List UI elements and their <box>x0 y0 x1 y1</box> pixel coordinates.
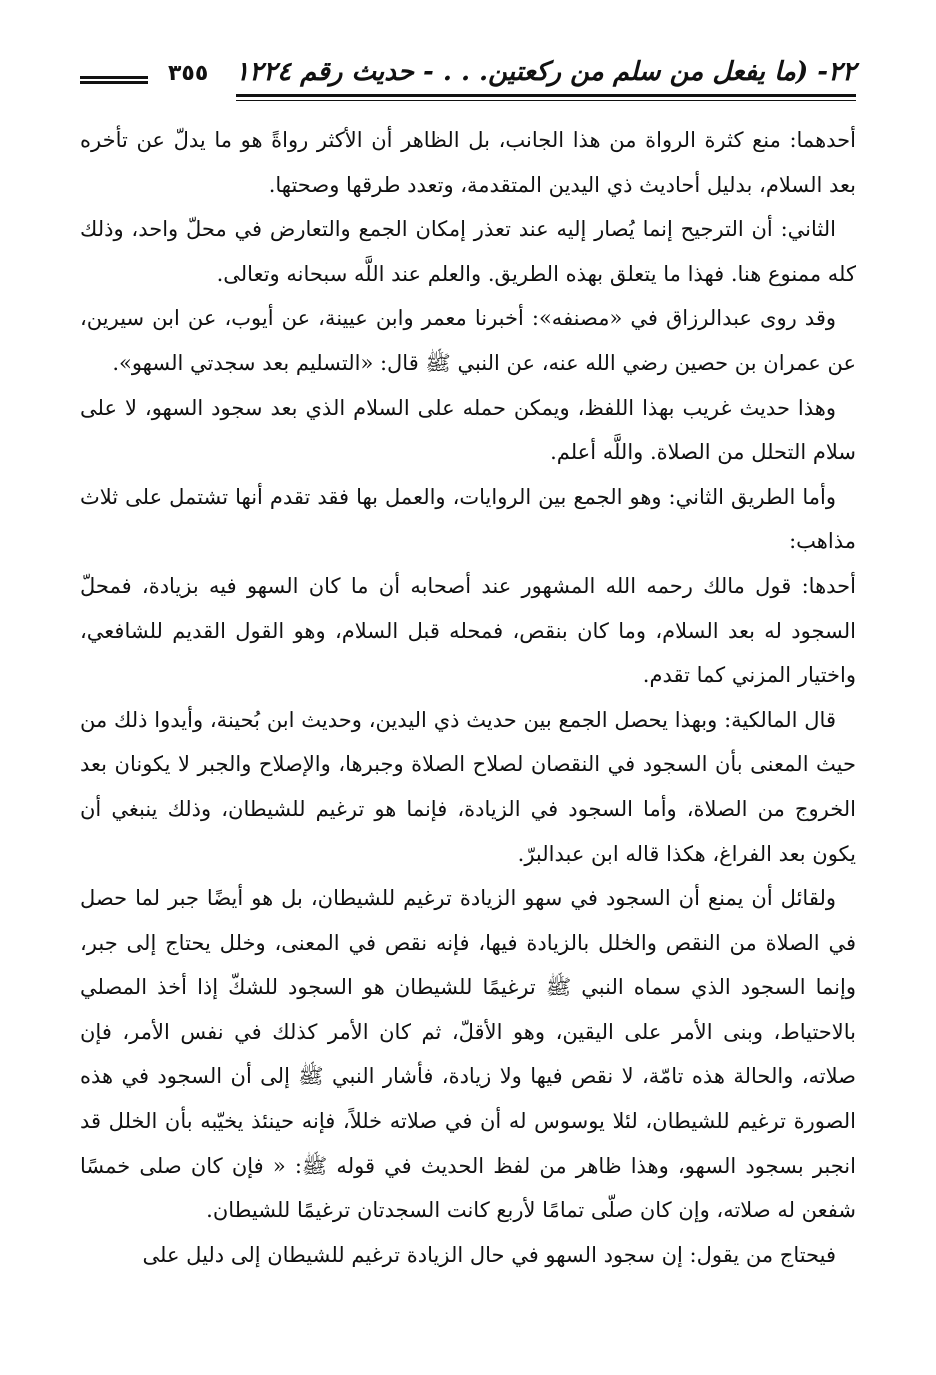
paragraph-abdulrazzaq-narration: وقد روى عبدالرزاق في «مصنفه»: أخبرنا معمر وابن عيينة، عن أيوب، عن ابن سيرين، عن عمران بن حصين رضي الله عنه، عن النبي ﷺ قال: «التسليم بعد سجدتي السهو». <box>80 306 856 375</box>
page-number-ornament <box>80 76 148 88</box>
header-rule-thin <box>236 100 856 101</box>
page-header <box>80 52 856 104</box>
paragraph-first-answer: أحدهما: منع كثرة الرواة من هذا الجانب، بل الظاهر أن الأكثر رواةً هو ما يدلّ عن تأخره بعد السلام، بدليل أحاديث ذي اليدين المتقدمة، وتعدد طرقها وصحتها. <box>80 128 856 197</box>
paragraph-hadith-comment: وهذا حديث غريب بهذا اللفظ، ويمكن حمله على السلام الذي بعد سجود السهو، لا على سلام التحلل من الصلاة. واللَّه أعلم. <box>80 395 856 465</box>
header-rule <box>236 94 856 104</box>
paragraph-second-way: وأما الطريق الثاني: وهو الجمع بين الروايات، والعمل بها فقد تقدم أنها تشتمل على ثلاث مذاهب: <box>80 484 856 554</box>
chapter-title: ٢٢- (ما يفعل من سلم من ركعتين. . . - حديث رقم ١٢٢٤ <box>235 57 856 87</box>
ornament-line <box>80 81 148 84</box>
paragraph-malik-view: أحدها: قول مالك رحمه الله المشهور عند أصحابه أن ما كان السهو فيه بزيادة، فمحلّ السجود له بعد السلام، وما كان بنقص، فمحله قبل السلام، وهو القول القديم للشافعي، واختيار المزني كما تقدم. <box>80 573 856 688</box>
paragraph-second-answer: الثاني: أن الترجيح إنما يُصار إليه عند تعذر إمكان الجمع والتعارض في محلّ واحد، وذلك كله ممنوع هنا. فهذا ما يتعلق بهذه الطريق. والعلم عند اللَّه سبحانه وتعالى. <box>80 217 856 286</box>
page-number: ٣٥٥ <box>168 61 209 86</box>
paragraph-objection: ولقائل أن يمنع أن السجود في سهو الزيادة ترغيم للشيطان، بل هو أيضًا جبر لما حصل في الصلاة من النقص والخلل بالزيادة فيها، فإنه نقص في المعنى، وخلل يحتاج إلى جبر، وإنما السجود الذي سماه النبي ﷺ ترغيمًا للشيطان هو السجود للشكّ إذا أخذ المصلي بالاحتياط، وبنى الأمر على اليقين، وهو الأقلّ، ثم كان الأمر كذلك في نفس الأمر، فإن صلاته، والحالة هذه تامّة، لا نقص فيها ولا زيادة، فأشار النبي ﷺ إلى أن السجود في هذه الصورة ترغيم للشيطان، لئلا يوسوس له أن في صلاته خللاً، فإنه حينئذ يخيّبه بأن الخلل قد انجبر بسجود السهو، وهذا ظاهر من لفظ الحديث في قوله ﷺ: « فإن كان صلى خمسًا شفعن له صلاته، وإن كان صلّى تمامًا لأربع كانت السجدتان ترغيمًا للشيطان. <box>80 886 856 1223</box>
header-rule-thick <box>236 94 856 97</box>
page-body <box>80 118 856 1277</box>
ornament-line <box>80 76 148 79</box>
paragraph-maliki-argument: قال المالكية: وبهذا يحصل الجمع بين حديث ذي اليدين، وحديث ابن بُحينة، وأيدوا ذلك من حيث المعنى بأن السجود في النقصان لصلاح الصلاة وجبرها، والإصلاح والجبر لا يكونان بعد الخروج من الصلاة، وأما السجود في الزيادة، فإنما هو ترغيم للشيطان، وذلك ينبغي أن يكون بعد الفراغ، هكذا قاله ابن عبدالبرّ. <box>80 707 856 866</box>
paragraph-conclusion: فيحتاج من يقول: إن سجود السهو في حال الزيادة ترغيم للشيطان إلى دليل على <box>142 1242 836 1267</box>
